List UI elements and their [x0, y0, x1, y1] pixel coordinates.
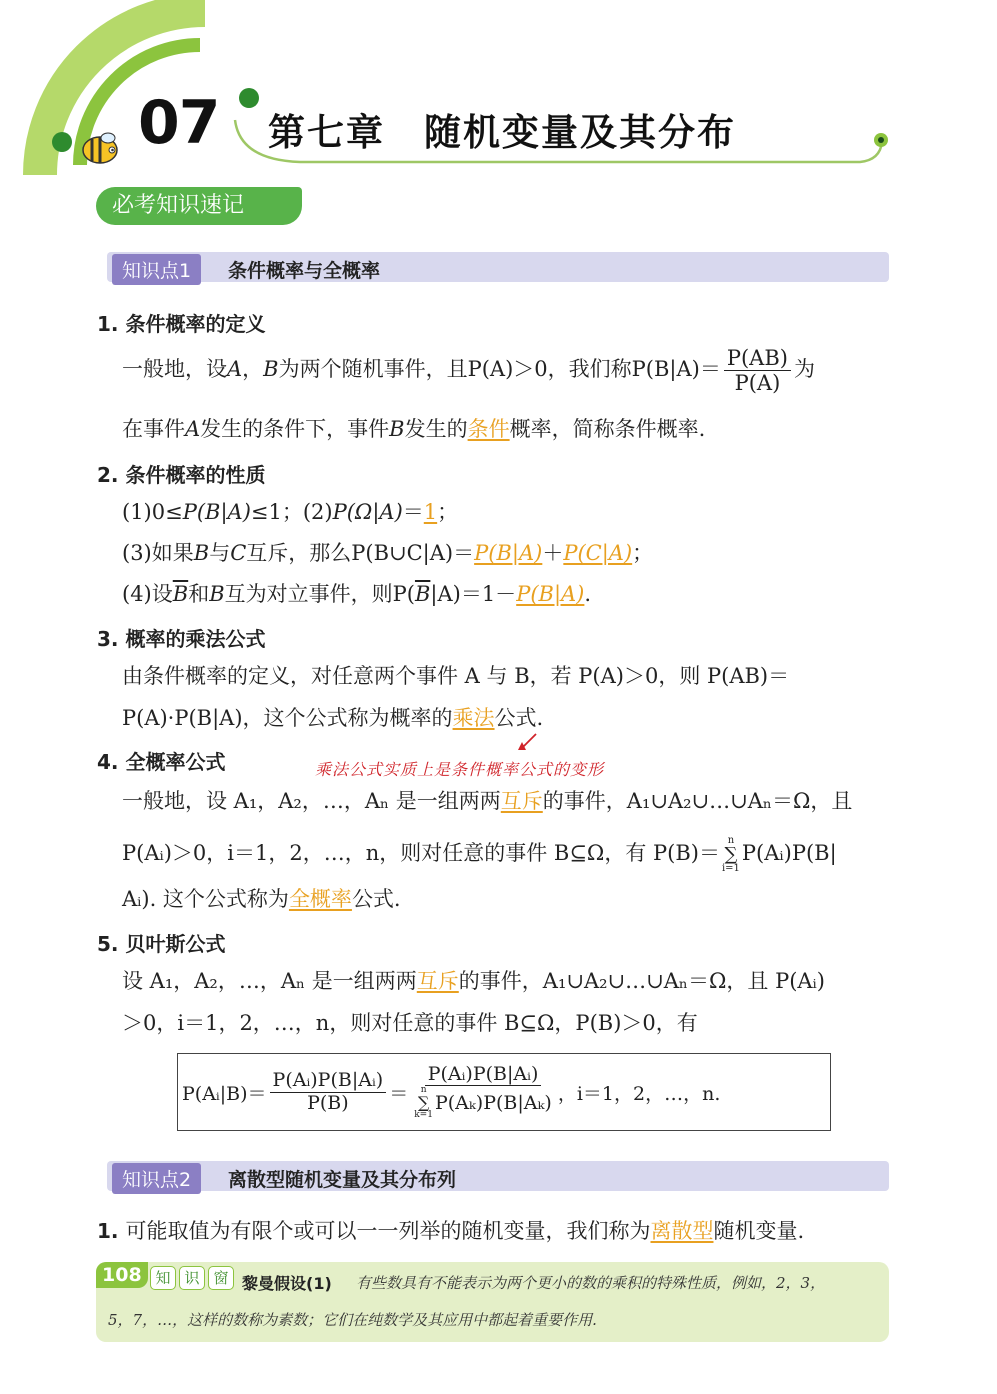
- bee-mascot-icon: [78, 128, 124, 168]
- bayes-formula-box: P(Aᵢ|B)＝ $\frac{\text{P(Aᵢ)P(B|Aᵢ)}}{P(B)}$ ＝ P(Aᵢ)P(B|Aᵢ) n ∑ k=1 P(Aₖ)P(B|Aₖ) ，i＝1，2，…，n.: [177, 1053, 831, 1131]
- kp2-line1: 1. 可能取值为有限个或可以一一列举的随机变量，我们称为离散型随机变量.: [97, 1219, 805, 1243]
- knowledge-point-1-title: 条件概率与全概率: [228, 260, 381, 282]
- knowledge-point-2-tag: 知识点2: [112, 1163, 201, 1194]
- s4-line1: 一般地，设 A₁，A₂，…，Aₙ 是一组两两互斥的事件，A₁∪A₂∪…∪Aₙ＝Ω，且: [122, 789, 853, 813]
- handwritten-note: 乘法公式实质上是条件概率公式的变形: [315, 760, 605, 779]
- s2-line3: (4)设$\overline{B}$和B互为对立事件，则$P(\overline{B}|A)=1-P(B|A)$.: [122, 582, 592, 606]
- knowledge-point-1-bar: [107, 252, 889, 282]
- s1-line1: 一般地，设A，B为两个随机事件，且P(A)＞0，我们称P(B|A)＝ $\frac{P(AB)}{P(A)}$ 为: [122, 346, 815, 396]
- knowledge-point-2-title: 离散型随机变量及其分布列: [228, 1169, 457, 1191]
- fill-blank: 1: [423, 500, 438, 524]
- s4-line3: Aᵢ). 这个公式称为全概率公式.: [122, 887, 401, 911]
- fill-blank: 互斥: [500, 789, 543, 813]
- fill-blank: P(C|A): [563, 541, 633, 565]
- s1-line2: 在事件A发生的条件下，事件B发生的条件概率，简称条件概率.: [122, 417, 706, 441]
- knowledge-point-1-tag: 知识点1: [112, 254, 201, 285]
- fill-blank: 条件: [467, 417, 510, 441]
- window-topic: 黎曼假设(1): [242, 1274, 332, 1293]
- s2-heading: 2. 条件概率的性质: [97, 463, 266, 487]
- fill-blank: 离散型: [650, 1219, 714, 1243]
- page-number: 108: [96, 1262, 148, 1288]
- chapter-title: 第七章 随机变量及其分布: [268, 111, 736, 154]
- conditional-prob-fraction: $\frac{P(AB)}{P(A)}$: [724, 346, 791, 395]
- s5-heading: 5. 贝叶斯公式: [97, 932, 226, 956]
- window-text-2: 5，7，…，这样的数称为素数；它们在纯数学及其应用中都起着重要作用.: [108, 1311, 597, 1329]
- s4-heading: 4. 全概率公式: [97, 750, 226, 774]
- s3-heading: 3. 概率的乘法公式: [97, 627, 266, 651]
- window-text-1: 有些数具有不能表示为两个更小的数的乘积的特殊性质，例如，2，3，: [356, 1274, 826, 1292]
- s5-line1: 设 A₁，A₂，…，Aₙ 是一组两两互斥的事件，A₁∪A₂∪…∪Aₙ＝Ω，且 P(Aᵢ): [122, 969, 825, 993]
- s3-line1: 由条件概率的定义，对任意两个事件 A 与 B，若 P(A)＞0，则 P(AB)＝: [122, 664, 790, 688]
- fill-blank: P(B|A): [474, 541, 543, 565]
- fill-blank: 互斥: [416, 969, 459, 993]
- section-tag: 必考知识速记: [96, 187, 302, 225]
- s3-line2: P(A)·P(B|A)，这个公式称为概率的乘法公式.: [122, 706, 544, 730]
- s1-heading: 1. 条件概率的定义: [97, 312, 266, 336]
- fill-blank: 全概率: [288, 887, 352, 911]
- s2-line1: (1)0≤P(B|A)≤1；(2)P(Ω|A)＝1；: [122, 500, 459, 524]
- knowledge-point-2-bar: [107, 1161, 889, 1191]
- window-char-2: 识: [179, 1266, 205, 1290]
- fill-blank: P(B|A): [516, 582, 585, 606]
- s4-line2: P(Aᵢ)＞0，i＝1，2，…，n，则对任意的事件 B⊆Ω，有 P(B)＝ n ∑ i=1 P(Aᵢ)P(B|: [122, 834, 837, 874]
- window-char-1: 知: [150, 1266, 176, 1290]
- annotation-arrow-icon: [512, 730, 542, 754]
- s2-line2: (3)如果B与C互斥，那么P(B∪C|A)＝P(B|A)＋P(C|A)；: [122, 541, 654, 565]
- s5-line2: ＞0，i＝1，2，…，n，则对任意的事件 B⊆Ω，P(B)＞0，有: [122, 1011, 698, 1035]
- chapter-number: 07: [138, 88, 220, 158]
- window-char-3: 窗: [208, 1266, 234, 1290]
- fill-blank: 乘法: [452, 706, 495, 730]
